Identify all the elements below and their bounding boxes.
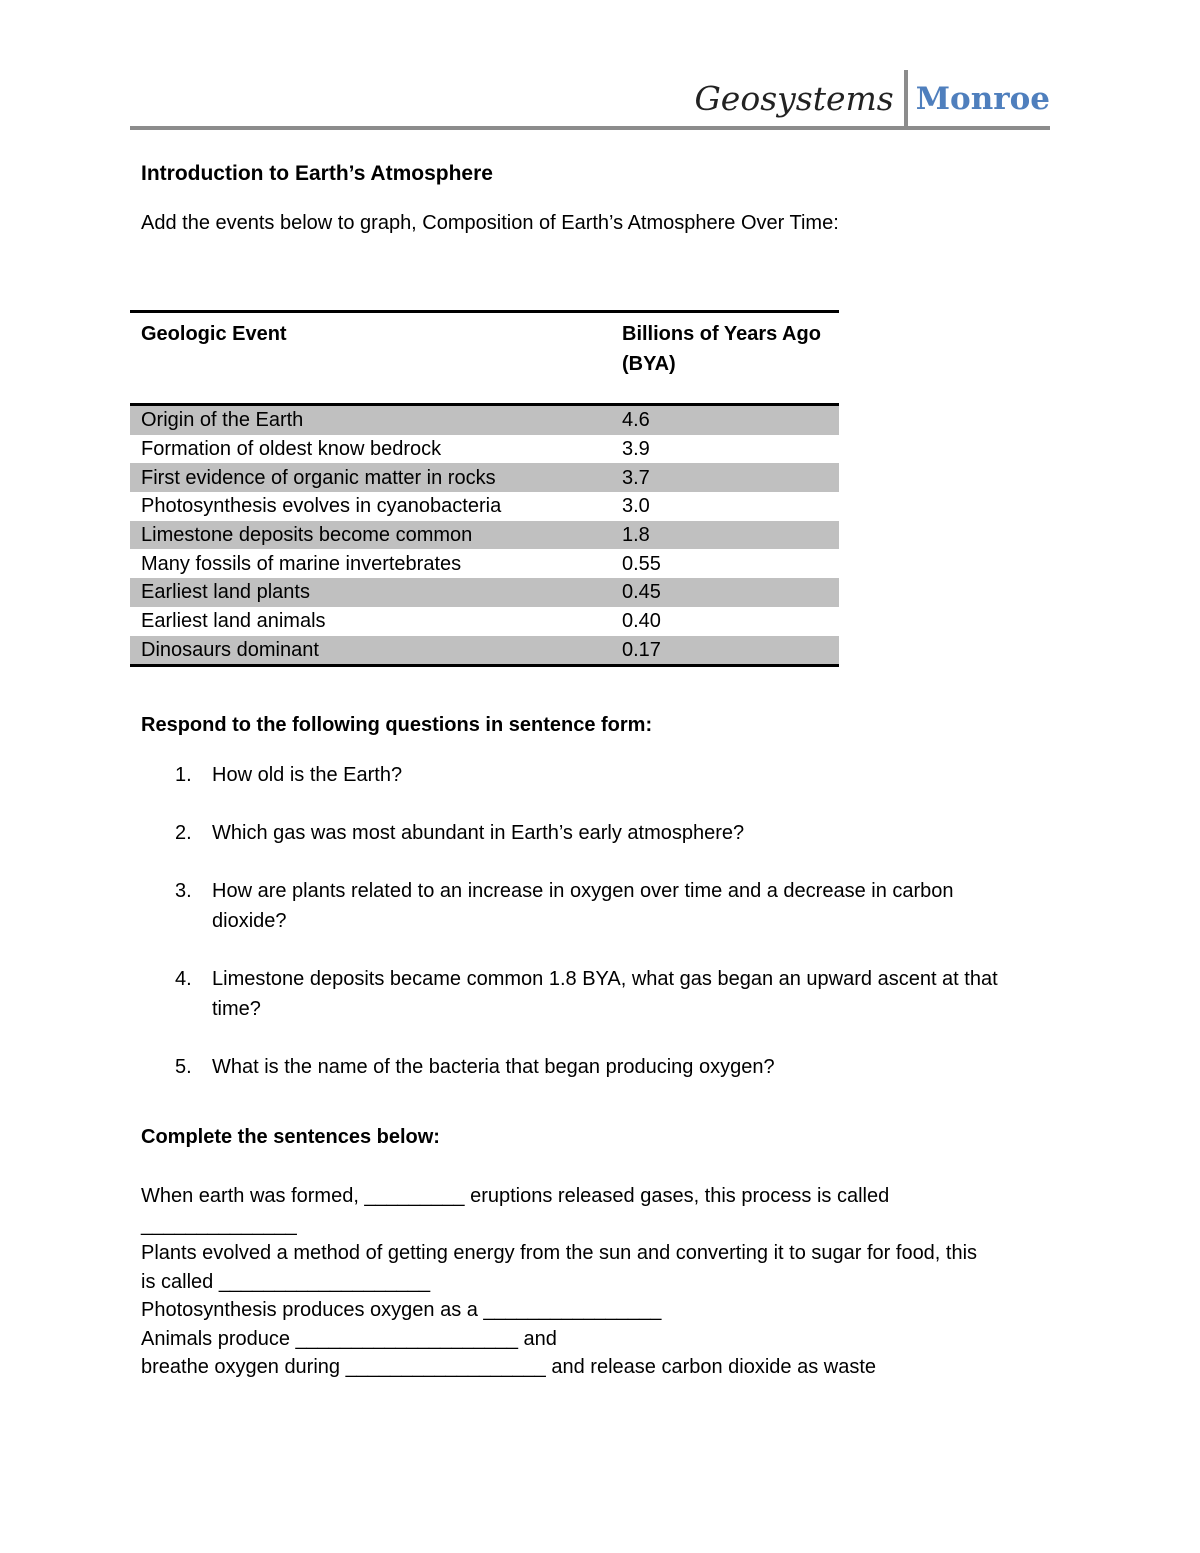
header-bya-line1: Billions of Years Ago [622, 323, 821, 345]
header-brand [694, 72, 1050, 126]
table-row [130, 492, 839, 521]
question-text-line: Which gas was most abundant in Earth’s early atmosphere? [212, 822, 745, 844]
event-cell: Earliest land animals [141, 610, 326, 633]
sentence-line: Animals produce ____________________ and [141, 1327, 557, 1350]
event-cell: Dinosaurs dominant [130, 636, 611, 666]
question-text-line: How are plants related to an increase in oxygen over time and a decrease in carbon [212, 880, 954, 902]
question-text-line: Limestone deposits became common 1.8 BYA, what gas began an upward ascent at that [212, 968, 998, 990]
bya-cell: 4.6 [611, 405, 839, 435]
header-geologic-event: Geologic Event [130, 312, 611, 405]
bya-cell: 3.0 [622, 495, 650, 518]
event-cell: Origin of the Earth [130, 405, 611, 435]
question-item [141, 876, 1061, 936]
sentence-line: Photosynthesis produces oxygen as a ________________ [141, 1299, 662, 1321]
bya-cell: 0.45 [611, 578, 839, 607]
question-text-line: How old is the Earth? [212, 764, 403, 786]
questions-heading: Respond to the following questions in sentence form: [141, 714, 653, 736]
question-number: 2. [175, 822, 192, 844]
question-number: 3. [175, 880, 192, 902]
header-bya-line2: (BYA) [622, 353, 676, 375]
table-row [130, 405, 839, 435]
complete-heading: Complete the sentences below: [141, 1126, 440, 1148]
question-text-line: time? [212, 998, 261, 1020]
header-bya [611, 312, 839, 405]
sentence-line: When earth was formed, _________ eruptions released gases, this process is called [141, 1185, 890, 1207]
events-table [130, 310, 839, 667]
table-header-row [130, 312, 839, 405]
table-row [130, 578, 839, 607]
intro-text: Add the events below to graph, Composition of Earth’s Atmosphere Over Time: [141, 212, 839, 234]
brand-divider [904, 70, 908, 126]
page-title: Introduction to Earth’s Atmosphere [141, 162, 493, 185]
question-item [141, 964, 1061, 1024]
bya-cell: 1.8 [611, 521, 839, 550]
brand-monroe: Monroe [915, 81, 1050, 117]
question-item [141, 760, 1061, 790]
event-cell: Photosynthesis evolves in cyanobacteria [141, 495, 502, 518]
question-text-line: What is the name of the bacteria that began producing oxygen? [212, 1056, 775, 1078]
question-item [141, 818, 1061, 848]
event-cell: Formation of oldest know bedrock [141, 438, 442, 461]
bya-cell: 3.7 [611, 463, 839, 492]
header-rule [130, 126, 1050, 130]
sentence-line: ______________ [141, 1213, 297, 1236]
table-row [130, 607, 839, 636]
event-cell: Earliest land plants [130, 578, 611, 607]
fill-in-sentences [141, 1182, 1061, 1382]
table-row [130, 435, 839, 464]
table-row [130, 521, 839, 550]
question-text-line: dioxide? [212, 910, 287, 932]
event-cell: Many fossils of marine invertebrates [141, 552, 462, 575]
sentence-line: Plants evolved a method of getting energy from the sun and converting it to sugar for food, this [141, 1242, 978, 1264]
sentence-line: is called ___________________ [141, 1270, 431, 1293]
bya-cell: 0.40 [622, 610, 661, 633]
table-row [130, 463, 839, 492]
bya-cell: 0.17 [611, 636, 839, 666]
brand-geosystems: Geosystems [694, 79, 894, 118]
table-row [130, 549, 839, 578]
event-cell: Limestone deposits become common [130, 521, 611, 550]
bya-cell: 0.55 [622, 552, 661, 575]
sentence-line: breathe oxygen during __________________ and release carbon dioxide as waste [141, 1356, 877, 1378]
question-number: 1. [175, 764, 192, 786]
table-row [130, 636, 839, 666]
question-number: 5. [175, 1056, 192, 1078]
questions-list [141, 760, 1061, 1110]
question-number: 4. [175, 968, 192, 990]
question-item [141, 1052, 1061, 1082]
event-cell: First evidence of organic matter in rocks [130, 463, 611, 492]
bya-cell: 3.9 [622, 438, 650, 461]
